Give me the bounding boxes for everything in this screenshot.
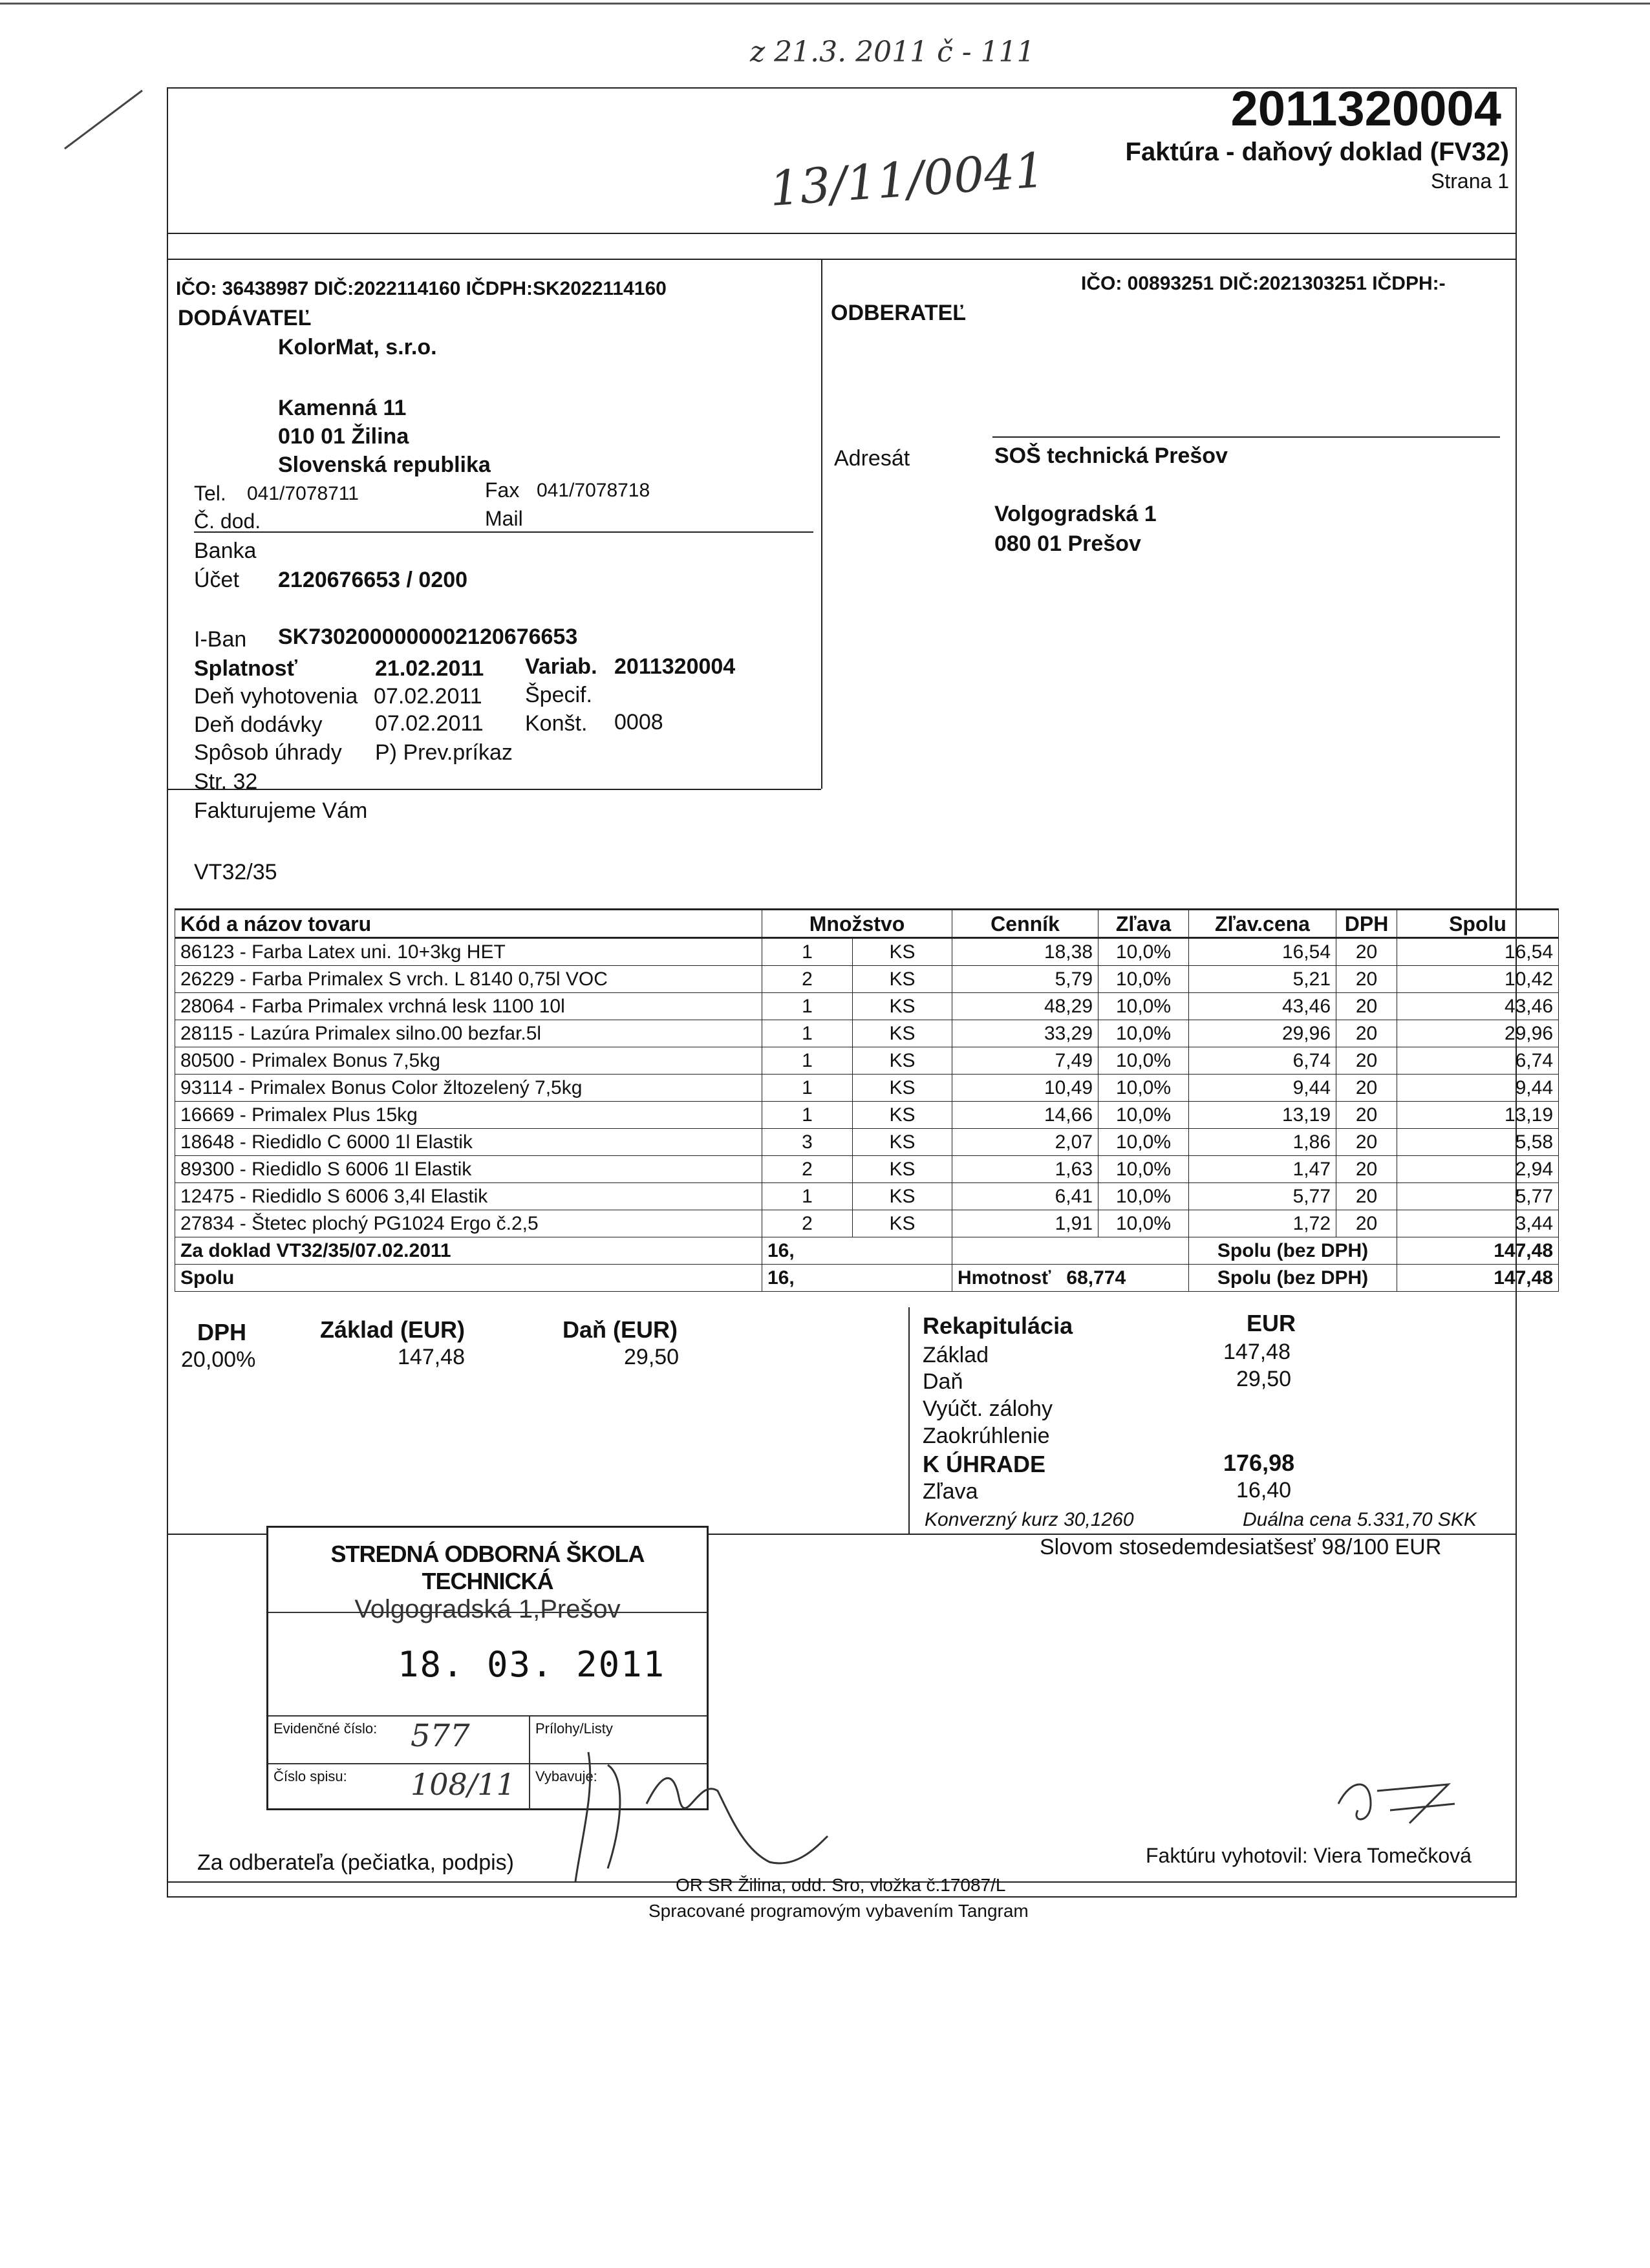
item-unit: KS (853, 938, 952, 966)
table-row (175, 1020, 1559, 1047)
recap-advances-label: Vyúčt. zálohy (923, 1396, 1053, 1421)
item-price: 1,63 (952, 1156, 1098, 1183)
weight-label: Hmotnosť (958, 1267, 1051, 1289)
document-total-sum: 147,48 (1397, 1237, 1559, 1265)
document-total-spacer (952, 1237, 1189, 1265)
item-vat: 20 (1336, 1102, 1397, 1129)
grand-total-row (175, 1265, 1559, 1292)
table-row (175, 1047, 1559, 1075)
item-unit: KS (853, 1129, 952, 1156)
supplier-cdod-label: Č. dod. (194, 509, 261, 533)
item-vat: 20 (1336, 1075, 1397, 1102)
stamp-date: 18. 03. 2011 (398, 1644, 666, 1685)
item-discount-price: 6,74 (1189, 1047, 1336, 1075)
item-price: 10,49 (952, 1075, 1098, 1102)
stamp-evidence-label: Evidenčné číslo: (273, 1720, 378, 1737)
delivery-label: Deň dodávky (194, 712, 323, 737)
item-discount: 10,0% (1098, 1183, 1189, 1210)
recap-exchange-rate: Konverzný kurz 30,1260 (925, 1509, 1134, 1530)
vat-header-dph: DPH (197, 1319, 247, 1345)
stamp-school-address: Volgogradská 1,Prešov (354, 1595, 621, 1623)
table-row (175, 1075, 1559, 1102)
table-row (175, 1156, 1559, 1183)
due-date: 21.02.2011 (375, 656, 484, 681)
page-indicator: Strana 1 (1431, 169, 1509, 193)
reference: VT32/35 (194, 860, 277, 884)
issuer-signature (1332, 1765, 1461, 1836)
item-name: 89300 - Riedidlo S 6006 1l Elastik (175, 1156, 762, 1183)
table-row (175, 993, 1559, 1020)
item-price: 14,66 (952, 1102, 1098, 1129)
stamp-handler-label: Vybavuje: (535, 1768, 597, 1784)
recap-title: Rekapitulácia (923, 1312, 1073, 1339)
recap-dual-price: Duálna cena 5.331,70 SKK (1243, 1509, 1477, 1530)
recap-rounding-label: Zaokrúhlenie (923, 1424, 1050, 1448)
header-divider (167, 233, 1517, 234)
item-discount-price: 1,86 (1189, 1129, 1336, 1156)
item-discount-price: 13,19 (1189, 1102, 1336, 1129)
payment-value: P) Prev.príkaz (375, 740, 513, 765)
item-vat: 20 (1336, 1210, 1397, 1237)
item-name: 26229 - Farba Primalex S vrch. L 8140 0,75l VOC (175, 966, 762, 993)
item-name: 86123 - Farba Latex uni. 10+3kg HET (175, 938, 762, 966)
vat-tax: 29,50 (624, 1345, 680, 1369)
supplier-account-label: Účet (194, 568, 239, 592)
item-price: 48,29 (952, 993, 1098, 1020)
customer-label: ODBERATEĽ (831, 301, 967, 325)
col-header-vat: DPH (1336, 910, 1397, 938)
terms-divider (167, 789, 821, 790)
stamp-school-name: STREDNÁ ODBORNÁ ŠKOLA TECHNICKÁ (330, 1541, 645, 1594)
table-row (175, 1210, 1559, 1237)
table-row (175, 1183, 1559, 1210)
recap-to-pay-label: K ÚHRADE (923, 1451, 1046, 1477)
recap-to-pay: 176,98 (1223, 1450, 1295, 1476)
item-price: 18,38 (952, 938, 1098, 966)
supplier-tel: 041/7078711 (247, 483, 359, 504)
stamp-header (268, 1528, 707, 1623)
document-total-row (175, 1237, 1559, 1265)
header-divider-2 (167, 259, 1517, 260)
item-qty: 2 (762, 1210, 853, 1237)
company-register: OR SR Žilina, odd. Sro, vložka č.17087/L (676, 1875, 1006, 1895)
invoice-title: Faktúra - daňový doklad (FV32) (1125, 138, 1509, 166)
amount-in-words: Slovom stosedemdesiatšesť 98/100 EUR (1040, 1535, 1442, 1559)
issue-label: Deň vyhotovenia (194, 684, 358, 709)
item-vat: 20 (1336, 1020, 1397, 1047)
grand-total-sum-label: Spolu (bez DPH) (1189, 1265, 1397, 1292)
item-total: 43,46 (1397, 993, 1559, 1020)
supplier-fax-label: Fax (485, 478, 520, 502)
item-unit: KS (853, 1020, 952, 1047)
intro-text: Fakturujeme Vám (194, 798, 368, 823)
document-total-label: Za doklad VT32/35/07.02.2011 (175, 1237, 762, 1265)
item-qty: 1 (762, 1102, 853, 1129)
item-unit: KS (853, 1075, 952, 1102)
stamp-file-cell (268, 1763, 530, 1810)
item-total: 9,44 (1397, 1075, 1559, 1102)
item-vat: 20 (1336, 966, 1397, 993)
item-discount-price: 29,96 (1189, 1020, 1336, 1047)
grand-total-label: Spolu (175, 1265, 762, 1292)
supplier-label: DODÁVATEĽ (178, 306, 312, 330)
col-header-name: Kód a názov tovaru (175, 910, 762, 938)
table-row (175, 1129, 1559, 1156)
item-price: 2,07 (952, 1129, 1098, 1156)
supplier-fax: 041/7078718 (537, 480, 650, 501)
item-price: 5,79 (952, 966, 1098, 993)
vat-base: 147,48 (398, 1345, 465, 1369)
item-total: 10,42 (1397, 966, 1559, 993)
item-discount-price: 16,54 (1189, 938, 1336, 966)
delivery-date: 07.02.2011 (375, 711, 484, 736)
item-discount-price: 5,21 (1189, 966, 1336, 993)
vat-header-base: Základ (EUR) (320, 1316, 466, 1343)
item-vat: 20 (1336, 1129, 1397, 1156)
variab-label: Variab. (525, 654, 597, 679)
supplier-mail-label: Mail (485, 507, 523, 530)
stamp-file-label: Číslo spisu: (273, 1768, 347, 1784)
supplier-divider (194, 531, 813, 533)
page-ref: Str. 32 (194, 769, 258, 794)
item-discount: 10,0% (1098, 1129, 1189, 1156)
customer-name: SOŠ technická Prešov (994, 444, 1228, 468)
supplier-account: 2120676653 / 0200 (278, 568, 468, 592)
customer-signature (569, 1739, 841, 1894)
item-unit: KS (853, 1156, 952, 1183)
customer-city: 080 01 Prešov (994, 531, 1141, 556)
col-header-discount: Zľava (1098, 910, 1189, 938)
customer-street: Volgogradská 1 (994, 502, 1157, 526)
weight-cell (952, 1265, 1189, 1292)
payment-label: Spôsob úhrady (194, 740, 342, 765)
item-price: 6,41 (952, 1183, 1098, 1210)
col-header-discount-price: Zľav.cena (1189, 910, 1336, 938)
item-name: 93114 - Primalex Bonus Color žltozelený 7,5kg (175, 1075, 762, 1102)
supplier-name: KolorMat, s.r.o. (278, 335, 437, 359)
item-discount: 10,0% (1098, 1210, 1189, 1237)
customer-signature-label: Za odberateľa (pečiatka, podpis) (197, 1850, 514, 1875)
item-unit: KS (853, 1210, 952, 1237)
issued-by: Faktúru vyhotovil: Viera Tomečková (1146, 1844, 1472, 1867)
item-discount: 10,0% (1098, 1047, 1189, 1075)
item-name: 28115 - Lazúra Primalex silno.00 bezfar.5l (175, 1020, 762, 1047)
item-unit: KS (853, 1183, 952, 1210)
customer-ids: IČO: 00893251 DIČ:2021303251 IČDPH:- (1081, 273, 1446, 294)
item-vat: 20 (1336, 993, 1397, 1020)
invoice-number: 2011320004 (1230, 81, 1501, 136)
items-table (175, 908, 1559, 1292)
item-unit: KS (853, 1047, 952, 1075)
document-total-qty: 16, (762, 1237, 952, 1265)
item-discount: 10,0% (1098, 1156, 1189, 1183)
supplier-iban: SK7302000000002120676653 (278, 625, 578, 649)
item-discount-price: 1,72 (1189, 1210, 1336, 1237)
item-qty: 1 (762, 1183, 853, 1210)
recap-base-label: Základ (923, 1343, 989, 1367)
item-price: 1,91 (952, 1210, 1098, 1237)
item-total: 29,96 (1397, 1020, 1559, 1047)
specif-label: Špecif. (525, 683, 592, 707)
item-name: 27834 - Štetec plochý PG1024 Ergo č.2,5 (175, 1210, 762, 1237)
col-header-qty: Množstvo (762, 910, 952, 938)
software-credit: Spracované programovým vybavením Tangram (648, 1901, 1029, 1921)
item-name: 16669 - Primalex Plus 15kg (175, 1102, 762, 1129)
supplier-street: Kamenná 11 (278, 396, 407, 420)
item-qty: 1 (762, 938, 853, 966)
variab-value: 2011320004 (614, 654, 736, 679)
item-total: 2,94 (1397, 1156, 1559, 1183)
item-vat: 20 (1336, 938, 1397, 966)
supplier-country: Slovenská republika (278, 453, 491, 477)
item-qty: 2 (762, 966, 853, 993)
item-discount: 10,0% (1098, 1020, 1189, 1047)
col-header-price: Cenník (952, 910, 1098, 938)
konst-label: Konšt. (525, 711, 588, 736)
item-price: 7,49 (952, 1047, 1098, 1075)
item-discount-price: 9,44 (1189, 1075, 1336, 1102)
stamp-evidence-no: 577 (411, 1718, 470, 1754)
handwritten-note-top: z 21.3. 2011 č - 111 (750, 36, 1035, 69)
item-total: 16,54 (1397, 938, 1559, 966)
item-discount-price: 43,46 (1189, 993, 1336, 1020)
issue-date: 07.02.2011 (374, 684, 482, 709)
item-discount-price: 5,77 (1189, 1183, 1336, 1210)
supplier-tel-label: Tel. (194, 482, 226, 505)
item-discount: 10,0% (1098, 1102, 1189, 1129)
recap-discount-label: Zľava (923, 1479, 978, 1504)
stamp-date-box (268, 1612, 707, 1717)
recap-currency: EUR (1247, 1310, 1296, 1336)
table-header-row (175, 910, 1559, 938)
item-name: 12475 - Riedidlo S 6006 3,4l Elastik (175, 1183, 762, 1210)
item-qty: 1 (762, 1075, 853, 1102)
supplier-bank-label: Banka (194, 539, 257, 563)
scan-edge-line (0, 3, 1650, 5)
stamp-file-no: 108/11 (411, 1767, 515, 1802)
item-unit: KS (853, 993, 952, 1020)
grand-total-sum: 147,48 (1397, 1265, 1559, 1292)
item-qty: 1 (762, 1047, 853, 1075)
customer-adresat-label: Adresát (834, 446, 910, 471)
item-discount: 10,0% (1098, 1075, 1189, 1102)
handwritten-registration: 13/11/0041 (767, 142, 1047, 217)
vat-rate: 20,00% (181, 1347, 256, 1372)
stamp-evidence-cell (268, 1715, 530, 1763)
recap-divider (908, 1307, 910, 1534)
item-price: 33,29 (952, 1020, 1098, 1047)
item-unit: KS (853, 1102, 952, 1129)
item-qty: 3 (762, 1129, 853, 1156)
recap-base: 147,48 (1223, 1340, 1291, 1364)
supplier-ids: IČO: 36438987 DIČ:2022114160 IČDPH:SK2022114160 (176, 278, 667, 299)
item-vat: 20 (1336, 1156, 1397, 1183)
konst-value: 0008 (614, 710, 663, 734)
vat-header-tax: Daň (EUR) (562, 1316, 678, 1343)
stamp-attachments-label: Prílohy/Listy (535, 1720, 613, 1737)
col-header-total: Spolu (1397, 910, 1559, 938)
item-vat: 20 (1336, 1047, 1397, 1075)
item-name: 18648 - Riedidlo C 6000 1l Elastik (175, 1129, 762, 1156)
customer-divider (992, 436, 1500, 438)
table-row (175, 1102, 1559, 1129)
item-qty: 1 (762, 1020, 853, 1047)
item-unit: KS (853, 966, 952, 993)
recap-discount: 16,40 (1236, 1478, 1292, 1503)
supplier-city: 010 01 Žilina (278, 424, 409, 449)
pen-stroke (58, 84, 149, 155)
supplier-iban-label: I-Ban (194, 627, 247, 652)
weight-value: 68,774 (1066, 1267, 1126, 1289)
due-label: Splatnosť (194, 656, 297, 681)
item-total: 5,77 (1397, 1183, 1559, 1210)
item-qty: 1 (762, 993, 853, 1020)
item-qty: 2 (762, 1156, 853, 1183)
item-total: 3,44 (1397, 1210, 1559, 1237)
party-column-divider (821, 259, 822, 789)
grand-total-qty: 16, (762, 1265, 952, 1292)
recap-tax: 29,50 (1236, 1367, 1292, 1391)
item-name: 80500 - Primalex Bonus 7,5kg (175, 1047, 762, 1075)
item-name: 28064 - Farba Primalex vrchná lesk 1100 10l (175, 993, 762, 1020)
item-discount: 10,0% (1098, 993, 1189, 1020)
table-row (175, 938, 1559, 966)
item-total: 13,19 (1397, 1102, 1559, 1129)
document-total-sum-label: Spolu (bez DPH) (1189, 1237, 1397, 1265)
item-discount-price: 1,47 (1189, 1156, 1336, 1183)
table-row (175, 966, 1559, 993)
item-total: 5,58 (1397, 1129, 1559, 1156)
item-total: 6,74 (1397, 1047, 1559, 1075)
item-discount: 10,0% (1098, 938, 1189, 966)
item-vat: 20 (1336, 1183, 1397, 1210)
recap-tax-label: Daň (923, 1369, 963, 1394)
item-discount: 10,0% (1098, 966, 1189, 993)
